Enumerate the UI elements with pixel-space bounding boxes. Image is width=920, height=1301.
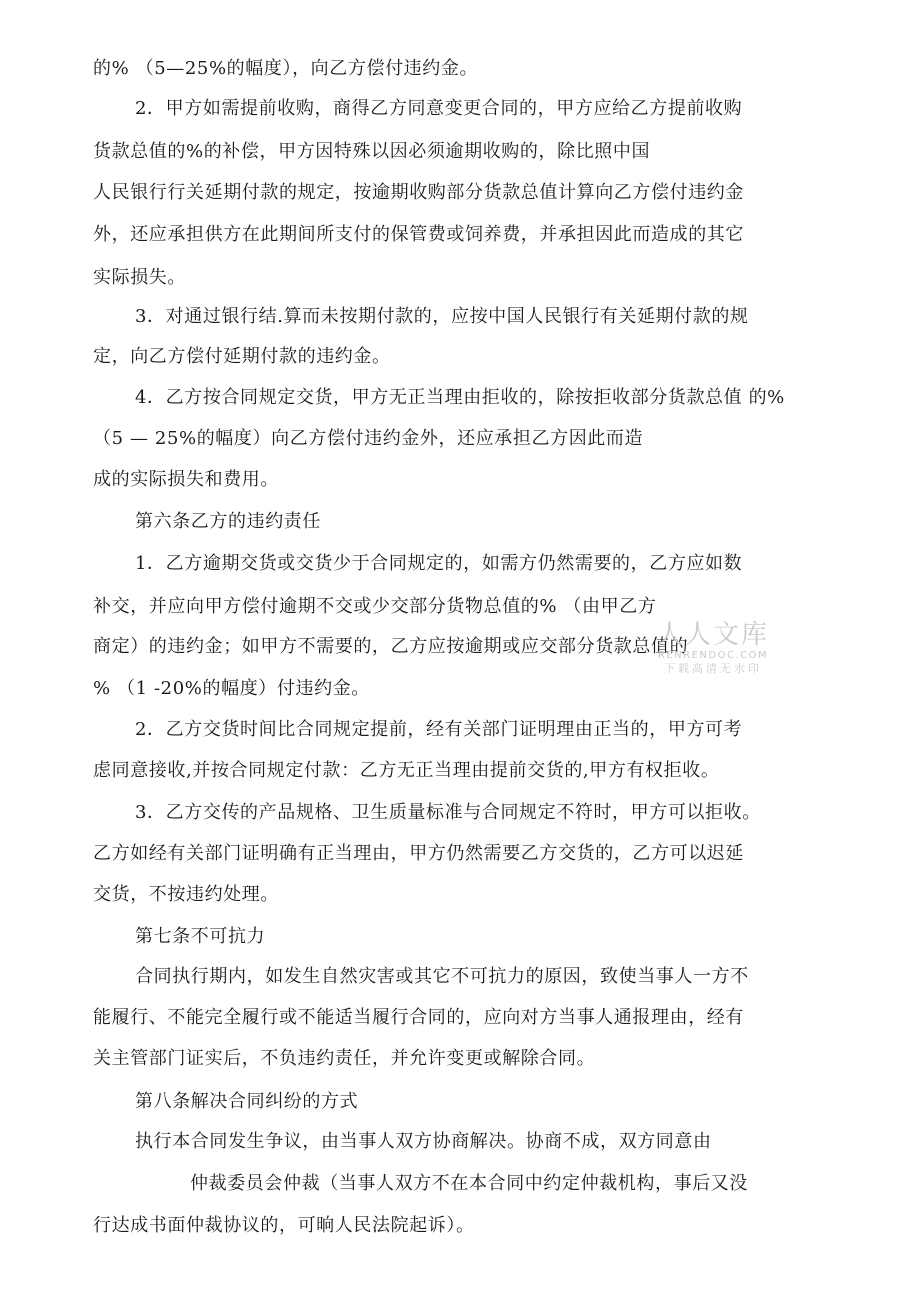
text-line: 乙方如经有关部门证明确有正当理由，甲方仍然需要乙方交货的，乙方可以迟延 (93, 843, 744, 864)
text-line: 合同执行期内，如发生自然灾害或其它不可抗力的原因，致使当事人一方不 (135, 966, 749, 987)
section-heading: 第七条不可抗力 (135, 926, 266, 947)
section-heading: 第六条乙方的违约责任 (135, 511, 321, 532)
text-line: 成的实际损失和费用。 (93, 469, 279, 490)
text-line: 交货，不按违约处理。 (93, 884, 279, 905)
text-line: 定，向乙方偿付延期付款的违约金。 (93, 346, 391, 367)
text-line: 2．乙方交货时间比合同规定提前，经有关部门证明理由正当的，甲方可考 (135, 719, 743, 740)
text-line: 外，还应承担供方在此期间所支付的保管费或饲养费，并承担因此而造成的其它 (93, 224, 744, 245)
text-line: 4．乙方按合同规定交货，甲方无正当理由拒收的，除按拒收部分货款总值 的% (135, 387, 785, 408)
text-line: 实际损失。 (93, 267, 186, 288)
text-line: 仲裁委员会仲裁（当事人双方不在本合同中约定仲裁机构，事后又没 (190, 1173, 748, 1194)
text-line: 虑同意接收,并按合同规定付款：乙方无正当理由提前交货的,甲方有权拒收。 (93, 760, 720, 781)
text-line: 执行本合同发生争议，由当事人双方协商解决。协商不成，双方同意由 (135, 1131, 712, 1152)
text-line: 行达成书面仲裁协议的，可晌人民法院起诉）。 (93, 1215, 475, 1236)
text-line: （5 — 25%的幅度）向乙方偿付违约金外，还应承担乙方因此而造 (93, 428, 644, 449)
text-line: 3．对通过银行结.算而未按期付款的，应按中国人民银行有关延期付款的规 (135, 306, 749, 327)
text-line: 人民银行行关延期付款的规定，按逾期收购部分货款总值计算向乙方偿付违约金 (93, 182, 744, 203)
text-line: 关主管部门证实后，不负违约责任，并允许变更或解除合同。 (93, 1048, 596, 1069)
section-heading: 第八条解决合同纠纷的方式 (135, 1091, 359, 1112)
watermark-slogan: 下载高清无水印 (664, 662, 762, 675)
text-line: 3．乙方交传的产品规格、卫生质量标准与合同规定不符时，甲方可以拒收。 (135, 802, 761, 823)
text-line: 能履行、不能完全履行或不能适当履行合同的，应向对方当事人通报理由，经有 (93, 1007, 744, 1028)
watermark-domain: RENRENDOC.COM (657, 650, 769, 661)
text-line: 补交，并应向甲方偿付逾期不交或少交部分货物总值的% （由甲乙方 (93, 596, 657, 617)
watermark (648, 620, 778, 676)
text-line: 的% （5—25%的幅度），向乙方偿付违约金。 (93, 58, 479, 79)
text-line: 货款总值的%的补偿，甲方因特殊以因必须逾期收购的，除比照中国 (93, 141, 651, 162)
text-line: % （1 -20%的幅度）付违约金。 (93, 678, 370, 699)
text-line: 2．甲方如需提前收购，商得乙方同意变更合同的，甲方应给乙方提前收购 (135, 98, 743, 119)
text-line: 商定）的违约金；如甲方不需要的，乙方应按逾期或应交部分货款总值的 (93, 636, 689, 657)
watermark-title: 人人文库 (656, 620, 769, 650)
text-line: 1．乙方逾期交货或交货少于合同规定的，如需方仍然需要的，乙方应如数 (135, 553, 743, 574)
